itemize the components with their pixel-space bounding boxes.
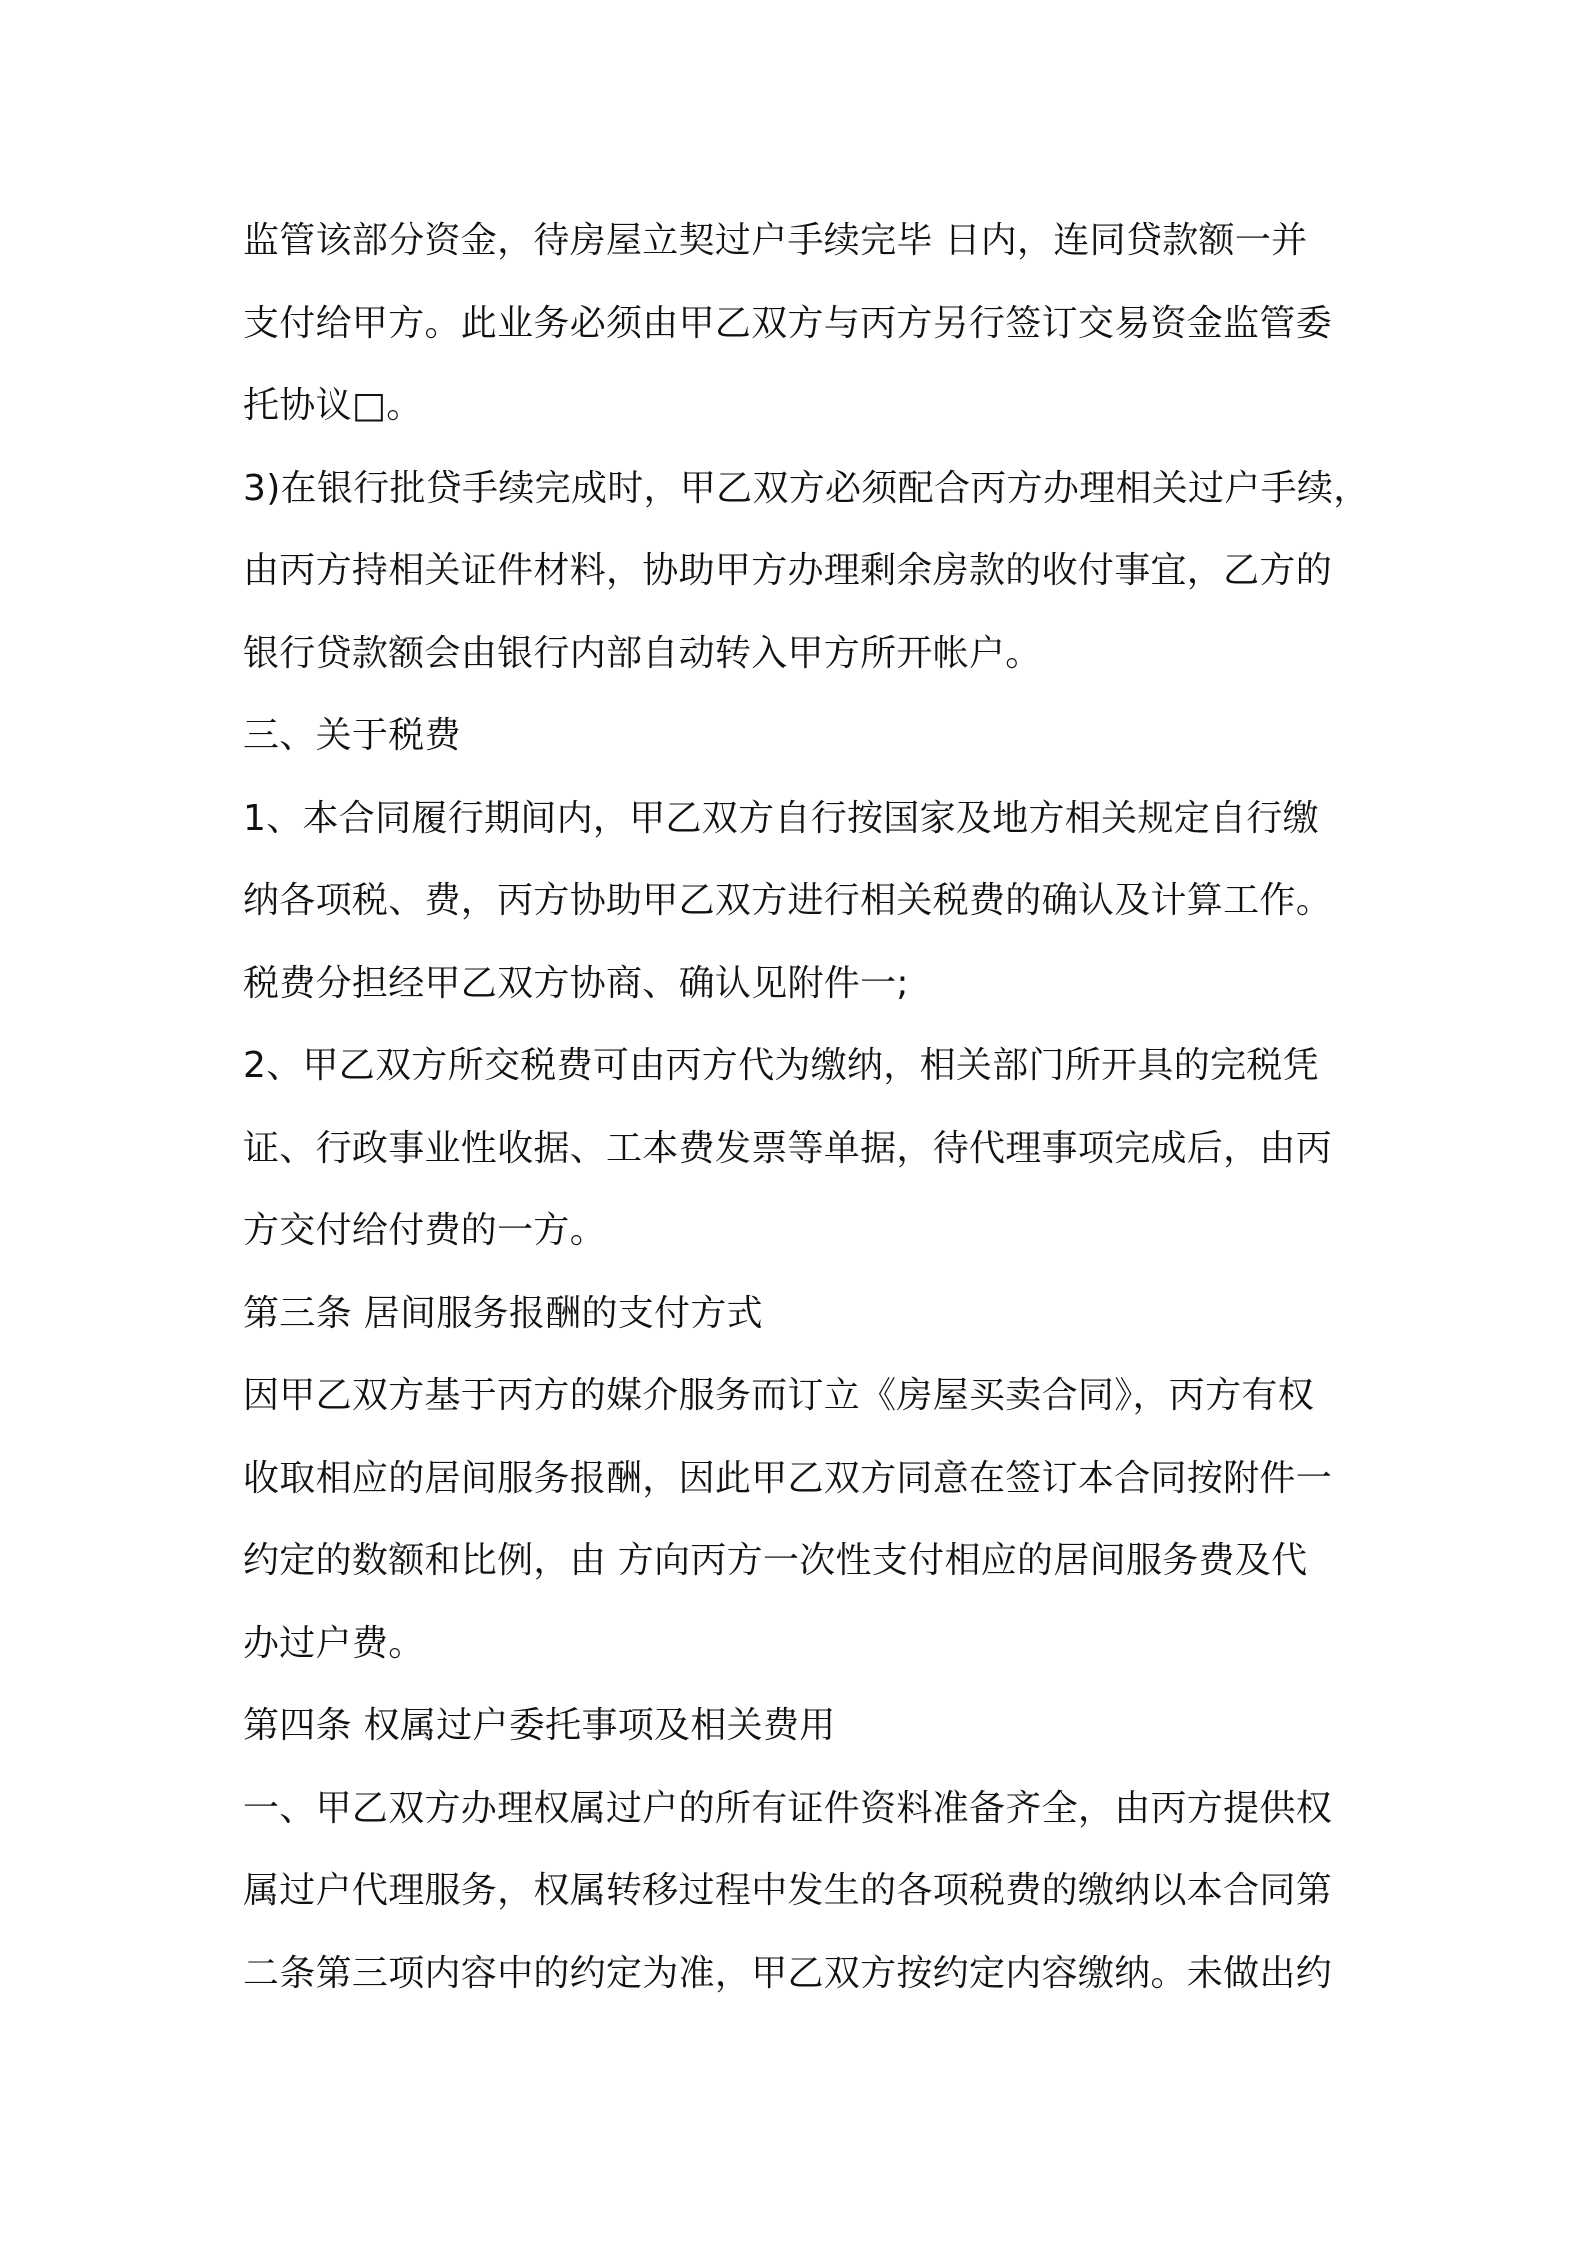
text-line: 由丙方持相关证件材料，协助甲方办理剩余房款的收付事宜，乙方的 — [243, 550, 1333, 591]
text-line: 办过户费。 — [243, 1622, 425, 1664]
text-line: 银行贷款额会由银行内部自动转入甲方所开帐户。 — [243, 632, 1042, 674]
article-heading: 第四条 权属过户委托事项及相关费用 — [243, 1705, 836, 1746]
text-line: 证、行政事业性收据、工本费发票等单据，待代理事项完成后，由丙 — [243, 1127, 1333, 1169]
text-line: 约定的数额和比例，由 方向丙方一次性支付相应的居间服务费及代 — [243, 1540, 1308, 1581]
text-line: 因甲乙双方基于丙方的媒介服务而订立《房屋买卖合同》，丙方有权 — [243, 1375, 1315, 1416]
document-body — [243, 200, 1370, 2015]
text-line: 1、本合同履行期间内，甲乙双方自行按国家及地方相关规定自行缴 — [243, 797, 1319, 839]
text-line: 3)在银行批贷手续完成时，甲乙双方必须配合丙方办理相关过户手续， — [243, 467, 1370, 509]
text-line: 2、甲乙双方所交税费可由丙方代为缴纳，相关部门所开具的完税凭 — [243, 1045, 1319, 1086]
text-line: 方交付给付费的一方。 — [243, 1210, 607, 1251]
text-line: 监管该部分资金，待房屋立契过户手续完毕 日内，连同贷款额一并 — [243, 220, 1308, 261]
text-line: 支付给甲方。此业务必须由甲乙双方与丙方另行签订交易资金监管委 — [243, 302, 1333, 344]
text-line: 二条第三项内容中的约定为准，甲乙双方按约定内容缴纳。未做出约 — [243, 1952, 1333, 1994]
text-line: 纳各项税、费，丙方协助甲乙双方进行相关税费的确认及计算工作。 — [243, 880, 1333, 921]
text-line: 属过户代理服务，权属转移过程中发生的各项税费的缴纳以本合同第 — [243, 1870, 1333, 1911]
article-heading: 第三条 居间服务报酬的支付方式 — [243, 1292, 763, 1334]
text-line: 税费分担经甲乙双方协商、确认见附件一; — [243, 962, 909, 1004]
section-heading: 三、关于税费 — [243, 715, 461, 756]
text-line: 一、甲乙双方办理权属过户的所有证件资料准备齐全，由丙方提供权 — [243, 1787, 1333, 1829]
text-line: 托协议□。 — [243, 385, 423, 426]
text-line: 收取相应的居间服务报酬，因此甲乙双方同意在签订本合同按附件一 — [243, 1457, 1333, 1499]
